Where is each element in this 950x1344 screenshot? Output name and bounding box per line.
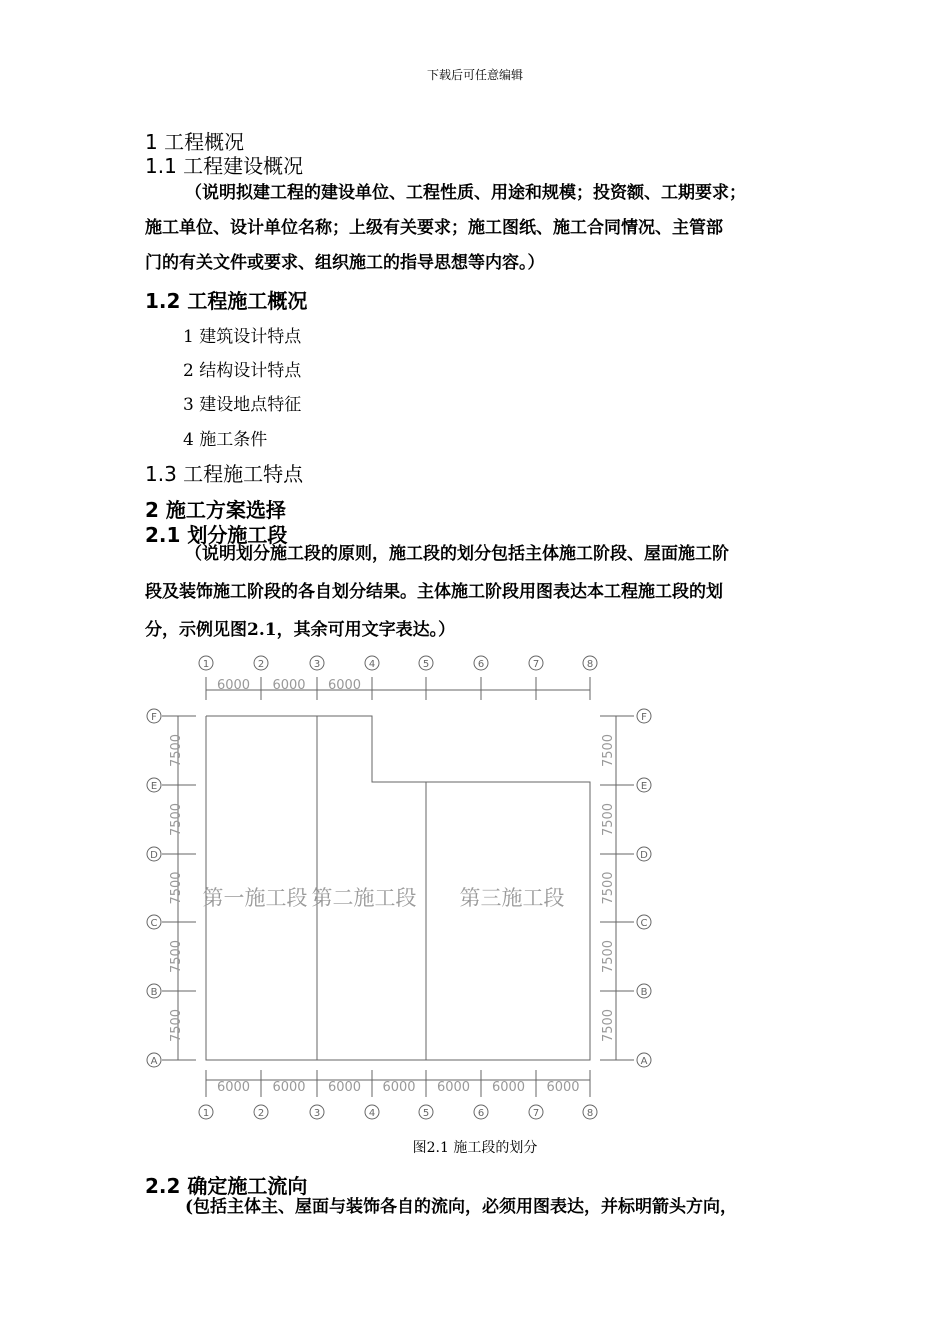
axis-circle-bottom-7 <box>529 1105 543 1119</box>
svg-text:5: 5 <box>422 659 430 670</box>
top-dimension-label: 6000 <box>216 678 251 693</box>
zone-label-2: 第二施工段 <box>311 886 417 910</box>
list-item: 2 结构设计特点 <box>183 361 302 381</box>
left-dimension-label: 7500 <box>169 802 184 837</box>
axis-circle-top-6 <box>474 656 488 670</box>
svg-text:E: E <box>640 781 648 792</box>
svg-text:B: B <box>640 987 648 998</box>
svg-text:6: 6 <box>477 1108 485 1119</box>
svg-text:1: 1 <box>202 1108 210 1119</box>
svg-text:B: B <box>150 987 158 998</box>
bottom-dimension-label: 6000 <box>272 1080 306 1095</box>
axis-circle-right-B <box>637 984 651 998</box>
axis-circle-top-5 <box>419 656 433 670</box>
svg-text:F: F <box>641 712 647 723</box>
svg-text:2: 2 <box>257 659 265 670</box>
axis-circle-right-E <box>637 778 651 792</box>
bottom-dimension-label: 6000 <box>436 1080 471 1095</box>
svg-text:2: 2 <box>257 1108 265 1119</box>
section-1-1-line-2: 施工单位、设计单位名称；上级有关要求；施工图纸、施工合同情况、主管部 <box>145 218 723 238</box>
svg-text:D: D <box>150 850 158 861</box>
bottom-dimension-label: 6000 <box>327 1080 362 1095</box>
svg-text:8: 8 <box>586 1108 594 1119</box>
svg-text:5: 5 <box>422 1108 430 1119</box>
top-dimension-label: 6000 <box>272 678 306 693</box>
zone-label-1: 第一施工段 <box>202 886 308 910</box>
svg-text:3: 3 <box>313 1108 321 1119</box>
axis-circle-right-F <box>637 709 651 723</box>
section-2-1-line-2: 段及装饰施工阶段的各自划分结果。主体施工阶段用图表达本工程施工段的划 <box>145 582 723 602</box>
right-dimension-label: 7500 <box>601 733 616 768</box>
right-dimension-label: 7500 <box>601 1008 616 1043</box>
svg-text:E: E <box>150 781 158 792</box>
section-2-title: 2 施工方案选择 <box>145 498 286 522</box>
section-1-1-title: 1.1 工程建设概况 <box>145 154 304 178</box>
svg-text:7: 7 <box>532 1108 540 1119</box>
svg-text:C: C <box>150 918 158 929</box>
svg-text:1: 1 <box>202 659 210 670</box>
svg-text:D: D <box>640 850 648 861</box>
list-item: 1 建筑设计特点 <box>183 327 302 347</box>
axis-circle-bottom-8 <box>583 1105 597 1119</box>
svg-text:7: 7 <box>532 659 540 670</box>
axis-circle-left-E <box>147 778 161 792</box>
axis-circle-right-A <box>637 1053 651 1067</box>
left-dimension-label: 7500 <box>169 1008 184 1043</box>
bottom-dimension-label: 6000 <box>216 1080 251 1095</box>
section-1-1-line-1: （说明拟建工程的建设单位、工程性质、用途和规模；投资额、工期要求； <box>185 183 746 203</box>
section-2-1-title: 2.1 划分施工段 <box>145 523 288 547</box>
axis-circle-left-D <box>147 847 161 861</box>
section-2-1-line-1: （说明划分施工段的原则，施工段的划分包括主体施工阶段、屋面施工阶 <box>185 544 729 564</box>
section-2-1-line-3: 分，示例见图2.1，其余可用文字表达。） <box>145 620 456 640</box>
axis-circle-left-F <box>147 709 161 723</box>
zone-label-3: 第三施工段 <box>459 886 565 910</box>
svg-text:3: 3 <box>313 659 321 670</box>
section-1-3-title: 1.3 工程施工特点 <box>145 462 304 486</box>
svg-text:A: A <box>150 1056 158 1067</box>
list-item: 3 建设地点特征 <box>183 395 302 415</box>
bottom-dimension-label: 6000 <box>546 1080 580 1095</box>
section-1-2-title: 1.2 工程施工概况 <box>145 289 308 313</box>
axis-circle-right-D <box>637 847 651 861</box>
figure-caption: 图2.1 施工段的划分 <box>412 1140 538 1156</box>
right-dimension-label: 7500 <box>601 802 616 837</box>
axis-circle-right-C <box>637 915 651 929</box>
axis-circle-left-C <box>147 915 161 929</box>
right-dimension-label: 7500 <box>601 871 616 905</box>
axis-circle-left-A <box>147 1053 161 1067</box>
section-2-2-line-1: (包括主体主、屋面与装饰各自的流向，必须用图表达，并标明箭头方向， <box>185 1197 738 1217</box>
section-1-1-line-3: 门的有关文件或要求、组织施工的指导思想等内容。） <box>145 253 545 273</box>
svg-text:8: 8 <box>586 659 594 670</box>
svg-text:4: 4 <box>368 1108 376 1119</box>
axis-circle-top-8 <box>583 656 597 670</box>
left-dimension-label: 7500 <box>169 871 184 905</box>
axis-circle-bottom-2 <box>254 1105 268 1119</box>
right-dimension-label: 7500 <box>601 939 616 974</box>
axis-circle-top-3 <box>310 656 324 670</box>
axis-circle-top-1 <box>199 656 213 670</box>
svg-text:6: 6 <box>477 659 485 670</box>
axis-circle-bottom-5 <box>419 1105 433 1119</box>
page-header: 下载后可任意编辑 <box>426 68 523 82</box>
section-1-title: 1 工程概况 <box>145 130 245 154</box>
left-dimension-label: 7500 <box>169 733 184 768</box>
svg-text:F: F <box>151 712 157 723</box>
svg-text:A: A <box>640 1056 648 1067</box>
axis-circle-top-2 <box>254 656 268 670</box>
left-dimension-label: 7500 <box>169 939 184 974</box>
axis-circle-top-7 <box>529 656 543 670</box>
axis-circle-top-4 <box>365 656 379 670</box>
axis-circle-bottom-4 <box>365 1105 379 1119</box>
bottom-dimension-label: 6000 <box>491 1080 526 1095</box>
construction-section-drawing <box>0 640 950 1130</box>
axis-circle-bottom-1 <box>199 1105 213 1119</box>
bottom-dimension-label: 6000 <box>382 1080 416 1095</box>
section-2-2-title: 2.2 确定施工流向 <box>145 1174 308 1198</box>
top-dimension-label: 6000 <box>327 678 362 693</box>
axis-circle-left-B <box>147 984 161 998</box>
list-item: 4 施工条件 <box>183 430 268 450</box>
svg-text:C: C <box>640 918 648 929</box>
axis-circle-bottom-6 <box>474 1105 488 1119</box>
axis-circle-bottom-3 <box>310 1105 324 1119</box>
svg-text:4: 4 <box>368 659 376 670</box>
